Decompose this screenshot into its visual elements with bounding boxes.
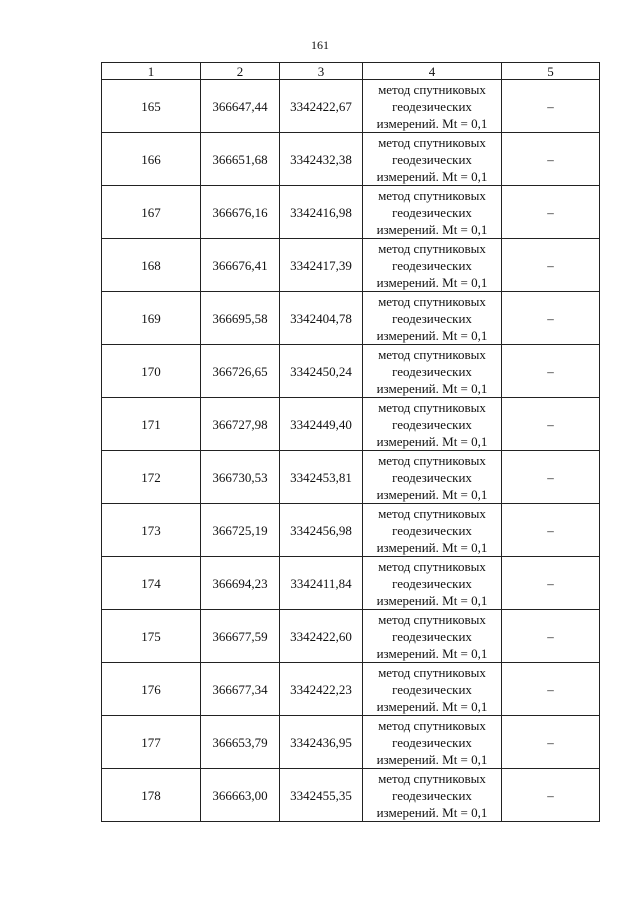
header-col-5: 5 [502, 63, 600, 80]
method-line: метод спутниковых [378, 399, 486, 415]
method-cell [363, 239, 502, 292]
method-cell [363, 663, 502, 716]
method-line: геодезических [392, 522, 472, 538]
point-number-cell: 174 [102, 557, 201, 610]
method-line: метод спутниковых [378, 770, 486, 786]
point-number-cell: 177 [102, 716, 201, 769]
x-coordinate-cell: 366677,34 [201, 663, 280, 716]
y-coordinate-cell: 3342404,78 [280, 292, 363, 345]
table-row [102, 504, 600, 557]
header-col-1: 1 [102, 63, 201, 80]
table-row [102, 716, 600, 769]
table-row [102, 133, 600, 186]
x-coordinate-cell: 366725,19 [201, 504, 280, 557]
table-row [102, 80, 600, 133]
method-line: геодезических [392, 628, 472, 644]
method-line: геодезических [392, 734, 472, 750]
note-cell: – [502, 186, 600, 239]
method-line: измерений. Mt = 0,1 [376, 804, 488, 820]
method-line: измерений. Mt = 0,1 [376, 327, 488, 343]
table-row [102, 239, 600, 292]
y-coordinate-cell: 3342436,95 [280, 716, 363, 769]
x-coordinate-cell: 366653,79 [201, 716, 280, 769]
point-number-cell: 176 [102, 663, 201, 716]
method-line: измерений. Mt = 0,1 [376, 168, 488, 184]
y-coordinate-cell: 3342411,84 [280, 557, 363, 610]
method-line: метод спутниковых [378, 664, 486, 680]
point-number-cell: 168 [102, 239, 201, 292]
table-row [102, 451, 600, 504]
method-line: метод спутниковых [378, 187, 486, 203]
page-number: 161 [311, 38, 329, 52]
x-coordinate-cell: 366651,68 [201, 133, 280, 186]
method-line: измерений. Mt = 0,1 [376, 645, 488, 661]
method-line: геодезических [392, 787, 472, 803]
method-line: метод спутниковых [378, 717, 486, 733]
method-cell [363, 716, 502, 769]
method-line: геодезических [392, 363, 472, 379]
note-cell: – [502, 716, 600, 769]
method-line: измерений. Mt = 0,1 [376, 539, 488, 555]
header-col-2: 2 [201, 63, 280, 80]
note-cell: – [502, 345, 600, 398]
method-line: измерений. Mt = 0,1 [376, 115, 488, 131]
method-line: метод спутниковых [378, 505, 486, 521]
method-line: измерений. Mt = 0,1 [376, 221, 488, 237]
note-cell: – [502, 610, 600, 663]
x-coordinate-cell: 366647,44 [201, 80, 280, 133]
x-coordinate-cell: 366695,58 [201, 292, 280, 345]
method-cell [363, 398, 502, 451]
y-coordinate-cell: 3342432,38 [280, 133, 363, 186]
x-coordinate-cell: 366694,23 [201, 557, 280, 610]
note-cell: – [502, 504, 600, 557]
note-cell: – [502, 80, 600, 133]
method-line: измерений. Mt = 0,1 [376, 274, 488, 290]
method-line: измерений. Mt = 0,1 [376, 433, 488, 449]
y-coordinate-cell: 3342422,23 [280, 663, 363, 716]
table-row [102, 186, 600, 239]
method-line: геодезических [392, 257, 472, 273]
note-cell: – [502, 398, 600, 451]
table-row [102, 345, 600, 398]
note-cell: – [502, 663, 600, 716]
y-coordinate-cell: 3342453,81 [280, 451, 363, 504]
method-cell [363, 557, 502, 610]
y-coordinate-cell: 3342450,24 [280, 345, 363, 398]
method-line: метод спутниковых [378, 346, 486, 362]
y-coordinate-cell: 3342416,98 [280, 186, 363, 239]
note-cell: – [502, 292, 600, 345]
method-line: измерений. Mt = 0,1 [376, 486, 488, 502]
x-coordinate-cell: 366677,59 [201, 610, 280, 663]
point-number-cell: 167 [102, 186, 201, 239]
point-number-cell: 173 [102, 504, 201, 557]
method-line: метод спутниковых [378, 293, 486, 309]
method-line: геодезических [392, 98, 472, 114]
coordinates-table [101, 62, 600, 822]
point-number-cell: 165 [102, 80, 201, 133]
x-coordinate-cell: 366663,00 [201, 769, 280, 822]
point-number-cell: 175 [102, 610, 201, 663]
method-line: геодезических [392, 416, 472, 432]
header-col-4: 4 [363, 63, 502, 80]
note-cell: – [502, 451, 600, 504]
table-row [102, 398, 600, 451]
table-row [102, 610, 600, 663]
method-line: метод спутниковых [378, 240, 486, 256]
y-coordinate-cell: 3342456,98 [280, 504, 363, 557]
method-cell [363, 133, 502, 186]
method-line: метод спутниковых [378, 134, 486, 150]
method-cell [363, 80, 502, 133]
method-line: измерений. Mt = 0,1 [376, 751, 488, 767]
y-coordinate-cell: 3342449,40 [280, 398, 363, 451]
method-line: измерений. Mt = 0,1 [376, 698, 488, 714]
method-cell [363, 345, 502, 398]
method-line: геодезических [392, 310, 472, 326]
method-line: геодезических [392, 469, 472, 485]
point-number-cell: 178 [102, 769, 201, 822]
point-number-cell: 166 [102, 133, 201, 186]
x-coordinate-cell: 366676,41 [201, 239, 280, 292]
method-line: геодезических [392, 575, 472, 591]
method-line: измерений. Mt = 0,1 [376, 380, 488, 396]
point-number-cell: 172 [102, 451, 201, 504]
method-line: геодезических [392, 681, 472, 697]
method-line: метод спутниковых [378, 558, 486, 574]
method-cell [363, 504, 502, 557]
point-number-cell: 169 [102, 292, 201, 345]
x-coordinate-cell: 366730,53 [201, 451, 280, 504]
method-line: метод спутниковых [378, 81, 486, 97]
y-coordinate-cell: 3342422,60 [280, 610, 363, 663]
method-cell [363, 769, 502, 822]
table-row [102, 292, 600, 345]
table-row [102, 663, 600, 716]
y-coordinate-cell: 3342455,35 [280, 769, 363, 822]
note-cell: – [502, 239, 600, 292]
header-col-3: 3 [280, 63, 363, 80]
method-line: метод спутниковых [378, 452, 486, 468]
point-number-cell: 170 [102, 345, 201, 398]
table-row [102, 769, 600, 822]
method-cell [363, 186, 502, 239]
method-line: геодезических [392, 151, 472, 167]
point-number-cell: 171 [102, 398, 201, 451]
note-cell: – [502, 133, 600, 186]
x-coordinate-cell: 366676,16 [201, 186, 280, 239]
method-cell [363, 292, 502, 345]
method-line: измерений. Mt = 0,1 [376, 592, 488, 608]
y-coordinate-cell: 3342417,39 [280, 239, 363, 292]
table-header-row [102, 63, 600, 80]
y-coordinate-cell: 3342422,67 [280, 80, 363, 133]
method-cell [363, 610, 502, 663]
method-cell [363, 451, 502, 504]
note-cell: – [502, 769, 600, 822]
x-coordinate-cell: 366727,98 [201, 398, 280, 451]
table-row [102, 557, 600, 610]
note-cell: – [502, 557, 600, 610]
method-line: метод спутниковых [378, 611, 486, 627]
method-line: геодезических [392, 204, 472, 220]
x-coordinate-cell: 366726,65 [201, 345, 280, 398]
